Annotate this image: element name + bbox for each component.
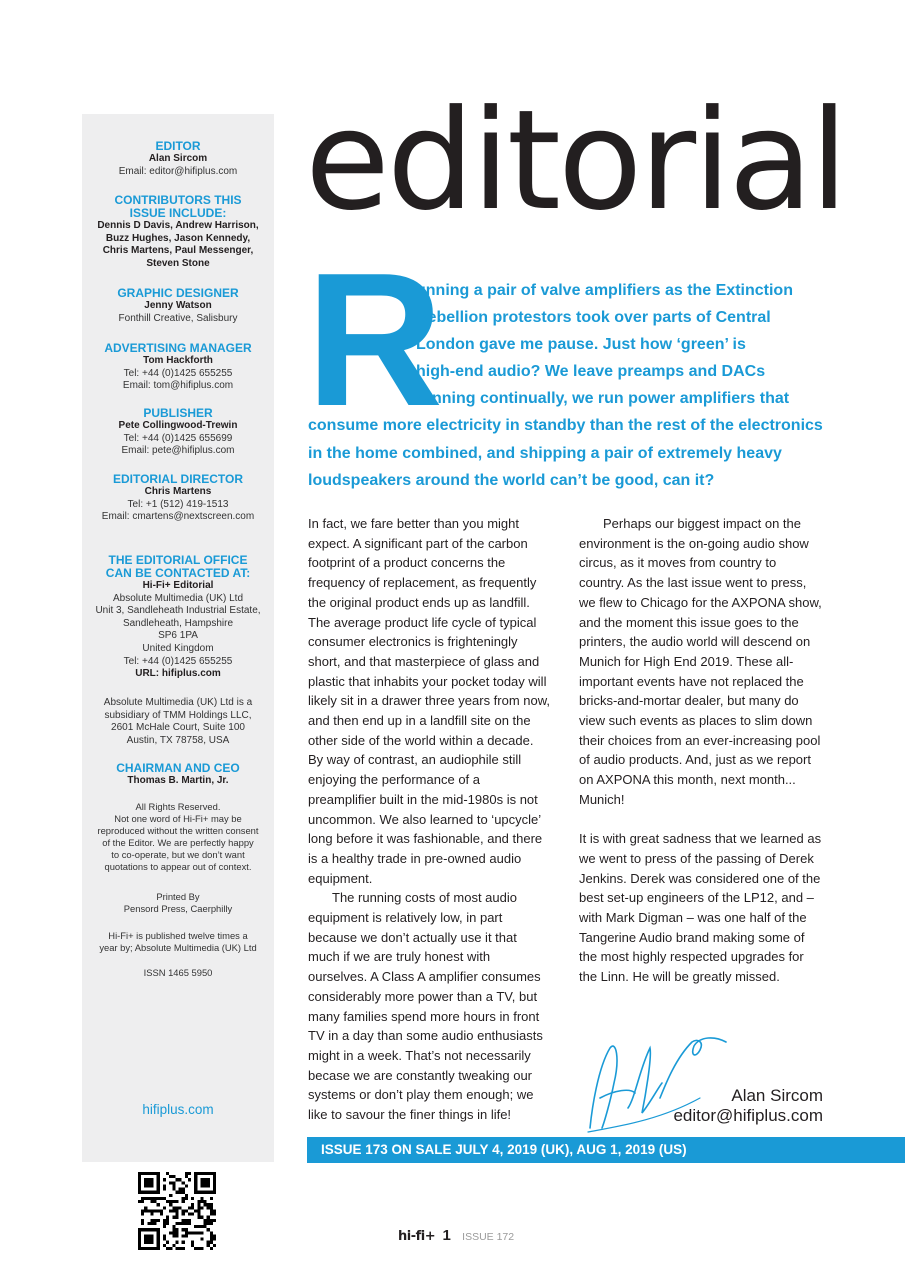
office-heading-2: CAN BE CONTACTED AT:	[105, 566, 251, 580]
editorial-director-tel: Tel: +1 (512) 419-1513	[127, 498, 229, 510]
publisher-tel: Tel: +44 (0)1425 655699	[123, 432, 233, 444]
footer-issue: ISSUE 172	[462, 1231, 515, 1243]
editorial-director-block	[82, 473, 274, 524]
contributors-line: Buzz Hughes, Jason Kennedy,	[105, 232, 251, 244]
editor-name: Alan Sircom	[148, 153, 208, 164]
editorial-director-email: Email: cmartens@nextscreen.com	[101, 511, 255, 523]
published-line: Hi-Fi+ is published twelve times a	[108, 930, 248, 941]
ad-manager-name: Tom Hackforth	[143, 355, 213, 366]
subsidiary-block	[82, 697, 274, 747]
standfirst-line: Rebellion protestors took over parts of Central	[416, 309, 771, 326]
chairman-heading: CHAIRMAN AND CEO	[116, 761, 240, 775]
printed-block	[82, 891, 274, 915]
rights-line: All Rights Reserved.	[135, 801, 221, 812]
ad-manager-heading: ADVERTISING MANAGER	[104, 341, 252, 355]
contributors-heading-2: ISSUE INCLUDE:	[129, 206, 227, 220]
rights-line: of the Editor. We are perfectly happy	[102, 837, 254, 848]
ad-manager-block	[82, 342, 274, 393]
rights-line: quotations to appear out of context.	[104, 861, 252, 872]
standfirst-line: in the home combined, and shipping a pair of extremely heavy	[308, 445, 782, 462]
publisher-block	[82, 407, 274, 458]
signature-email[interactable]: editor@hifiplus.com	[673, 1106, 823, 1125]
contributors-block	[82, 194, 274, 270]
designer-heading: GRAPHIC DESIGNER	[117, 286, 239, 300]
publisher-name: Pete Collingwood-Trewin	[118, 420, 238, 431]
office-heading: THE EDITORIAL OFFICE	[108, 553, 248, 567]
qr-code-block	[82, 980, 274, 1084]
printed-line: Printed By	[156, 891, 200, 902]
site-block	[82, 1102, 274, 1117]
designer-name: Jenny Watson	[144, 300, 212, 311]
editorial-director-name: Chris Martens	[144, 486, 212, 497]
ad-manager-tel: Tel: +44 (0)1425 655255	[123, 367, 233, 379]
designer-block	[82, 287, 274, 325]
standfirst-line: London gave me pause. Just how ‘green’ is	[416, 336, 746, 353]
editorial-director-heading: EDITORIAL DIRECTOR	[112, 472, 243, 486]
chairman-name: Thomas B. Martin, Jr.	[127, 775, 229, 786]
issn-number: ISSN 1465 5950	[143, 967, 213, 978]
issue-bar	[307, 1137, 905, 1163]
subsidiary-line: subsidiary of TMM Holdings LLC,	[104, 709, 252, 721]
rights-line: Not one word of Hi-Fi+ may be	[114, 813, 242, 824]
published-block	[82, 930, 274, 954]
office-line: SP6 1PA	[158, 630, 198, 642]
office-block	[82, 554, 274, 681]
site-link[interactable]: hifiplus.com	[142, 1102, 214, 1117]
rights-line: reproduced without the written consent	[97, 825, 259, 836]
office-line: Tel: +44 (0)1425 655255	[123, 655, 233, 667]
printed-line: Pensord Press, Caerphilly	[123, 903, 233, 914]
editor-email: Email: editor@hifiplus.com	[118, 165, 238, 177]
subsidiary-line: Austin, TX 78758, USA	[126, 734, 230, 746]
publisher-email: Email: pete@hifiplus.com	[121, 445, 235, 457]
rights-line: to co-operate, but we don’t want	[111, 849, 245, 860]
subsidiary-line: 2601 McHale Court, Suite 100	[111, 722, 245, 734]
body-paragraph: In fact, we fare better than you might expect. A significant part of the carbon footprint of a product concerns the frequency of replacement, as frequently the original product ends up as landfill. The average product life cycle of typical consumer electronics is frighteningly short, and that masterpiece of glass and plastic that inhabits your pocket today will likely sit in a drawer three years from now, and then end up in a landfill site on the other side of the world within a decade. By way of contrast, an audiophile still enjoying the performance of a preamplifier built in the mid-1980s is not uncommon. We also learned to ‘upcycle’ long before it was fashionable, and there is a healthy trade in pre-owned audio equipment.	[308, 516, 551, 886]
standfirst-line: loudspeakers around the world can’t be good, can it?	[308, 472, 715, 489]
masthead-sidebar	[82, 114, 274, 1162]
office-name: Hi-Fi+ Editorial	[142, 580, 214, 591]
office-line: Unit 3, Sandleheath Industrial Estate,	[95, 605, 261, 617]
page-footer	[398, 1226, 514, 1246]
office-url: URL: hifiplus.com	[135, 668, 221, 680]
chairman-block	[82, 762, 274, 788]
signature-name: Alan Sircom	[731, 1086, 823, 1105]
ad-manager-email: Email: tom@hifiplus.com	[122, 380, 234, 392]
body-paragraph: It is with great sadness that we learned as we went to press of the passing of Derek Jenkins. Derek was considered one of the best set-up engineers of the LP12, and – with Mark Digman – was one half of the Tangerine Audio brand making some of the most highly respected upgrades for the Linn. He will be greatly missed.	[579, 831, 822, 985]
contributors-line: Chris Martens, Paul Messenger,	[102, 245, 254, 257]
page-number: 1	[442, 1227, 451, 1244]
body-paragraph: The running costs of most audio equipment is relatively low, in part because we don’t actually use it that much if we are truly honest with ourselves. A Class A amplifier consumes considerably more power than a TV, but many families spend more hours in front TV in a day than some audio enthusiasts might in a week. That’s not necessarily becase we are constantly tweaking our systems or don’t play them enough; we like to savour the finer things in life!	[308, 890, 543, 1123]
designer-company: Fonthill Creative, Salisbury	[118, 312, 238, 324]
office-line: Sandleheath, Hampshire	[122, 617, 234, 629]
contributors-line: Dennis D Davis, Andrew Harrison,	[97, 220, 259, 231]
office-line: United Kingdom	[142, 642, 214, 654]
publisher-heading: PUBLISHER	[143, 406, 213, 420]
office-line: Absolute Multimedia (UK) Ltd	[112, 592, 244, 604]
hifi-logo: hi-fi+	[398, 1229, 436, 1244]
editor-heading: EDITOR	[155, 139, 201, 153]
contributors-line: Steven Stone	[146, 257, 210, 269]
issue-bar-text: ISSUE 173 ON SALE JULY 4, 2019 (UK), AUG 1, 2019 (US)	[321, 1142, 687, 1157]
published-line: year by; Absolute Multimedia (UK) Ltd	[99, 942, 257, 953]
rights-block	[82, 801, 274, 873]
body-column-left	[308, 514, 551, 1125]
editor-block	[82, 140, 274, 178]
body-paragraph: Perhaps our biggest impact on the environment is the on-going audio show circus, as it moves from country to country. As the last issue went to press, we flew to Chicago for the AXPONA show, and the moment this issue goes to the printers, the audio world will descend on Munich for High End 2019. These all-important events have not replaced the bricks-and-mortar dealer, but many do view such events as places to slim down their choices from an ever-increasing pool of audio products. And, just as we report on AXPONA this month, next month... Munich!	[579, 516, 822, 807]
standfirst-line: consume more electricity in standby than the rest of the electronics	[308, 417, 823, 434]
standfirst-line: high-end audio? We leave preamps and DACs	[416, 363, 766, 380]
dropcap: R	[306, 234, 444, 446]
page-title: editorial	[305, 80, 846, 241]
contributors-heading: CONTRIBUTORS THIS	[114, 193, 242, 207]
qr-code-icon[interactable]	[138, 1172, 216, 1250]
body-column-right	[579, 514, 824, 987]
standfirst-line: unning a pair of valve amplifiers as the Extinction	[416, 282, 793, 299]
standfirst-line: running continually, we run power amplifiers that	[416, 390, 790, 407]
issn-block	[82, 967, 274, 979]
subsidiary-line: Absolute Multimedia (UK) Ltd is a	[103, 697, 253, 708]
